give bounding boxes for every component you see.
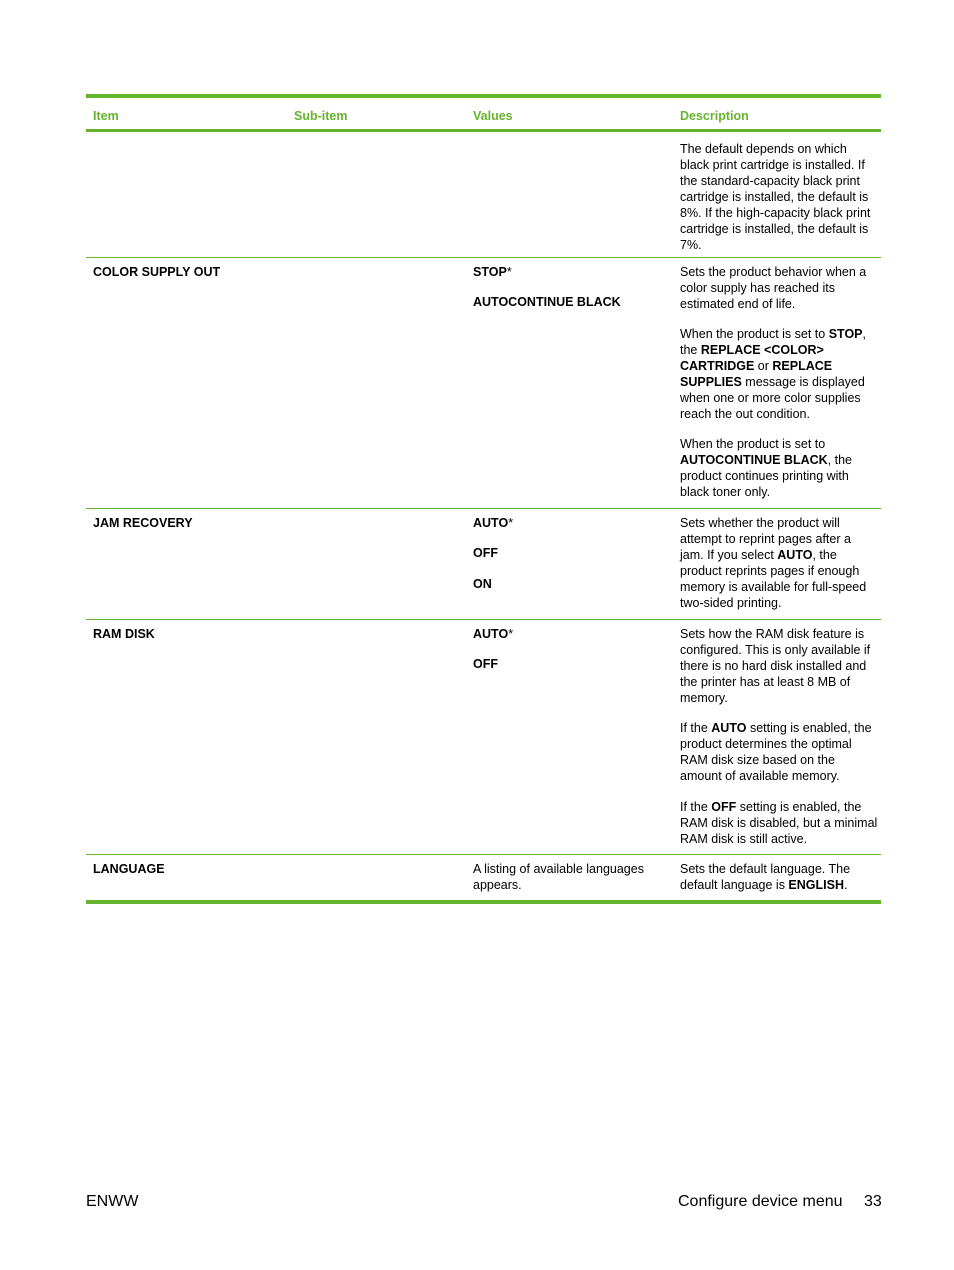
- description-paragraph: Sets whether the product will attempt to reprint pages after a jam. If you select AUTO, the product reprints pages if enough memory is available for full-speed two-sided printing.: [680, 516, 867, 610]
- header-item: Item: [93, 109, 119, 123]
- table-header: [86, 98, 881, 129]
- description-paragraph: When the product is set to STOP, the REPLACE <COLOR> CARTRIDGE or REPLACE SUPPLIES message is displayed when one or more color supplies reach the out condition.: [680, 327, 866, 421]
- header-description: Description: [680, 109, 749, 123]
- header-values: Values: [473, 109, 513, 123]
- table-row-color-supply-out: [86, 258, 881, 509]
- description-paragraph: Sets the default language. The default language is ENGLISH.: [680, 862, 851, 892]
- description-paragraph: When the product is set to AUTOCONTINUE BLACK, the product continues printing with black toner only.: [680, 437, 853, 499]
- values-cell: A listing of available languages appears.: [473, 862, 644, 892]
- description-cell: [680, 515, 878, 611]
- values-cell: [473, 515, 658, 592]
- footer-left-label: ENWW: [86, 1193, 139, 1210]
- description-cell: [680, 861, 878, 893]
- value-option: AUTO*: [473, 627, 514, 641]
- description-paragraph: Sets how the RAM disk feature is configured. This is only available if there is no hard disk installed and the printer has at least 8 MB of memory.: [680, 627, 871, 705]
- description-cell: The default depends on which black print cartridge is installed. If the standard-capacity black print cartridge is installed, the default is 8%. If the high-capacity black print cartridge is installed, the default is 7%.: [680, 142, 871, 252]
- item-cell: COLOR SUPPLY OUT: [93, 265, 221, 279]
- settings-table: [86, 94, 881, 904]
- value-option: AUTO*: [473, 516, 514, 530]
- table-row-jam-recovery: [86, 509, 881, 620]
- footer-section-title: Configure device menu: [678, 1193, 843, 1210]
- item-cell: LANGUAGE: [93, 862, 165, 876]
- header-subitem: Sub-item: [294, 109, 348, 123]
- table-bottom-rule: [86, 900, 881, 904]
- values-cell: [473, 626, 658, 672]
- description-paragraph: If the AUTO setting is enabled, the product determines the optimal RAM disk size based on the amount of available memory.: [680, 721, 872, 783]
- description-paragraph: Sets the product behavior when a color supply has reached its estimated end of life.: [680, 265, 867, 311]
- table-row-continuation: [86, 132, 881, 258]
- item-cell: RAM DISK: [93, 627, 155, 641]
- values-cell: [473, 264, 658, 310]
- value-option: ON: [473, 577, 492, 591]
- value-option: OFF: [473, 546, 498, 560]
- value-option: AUTOCONTINUE BLACK: [473, 295, 621, 309]
- description-cell: [680, 626, 878, 847]
- value-option: STOP*: [473, 265, 512, 279]
- table-row-ram-disk: [86, 620, 881, 855]
- value-option: OFF: [473, 657, 498, 671]
- table-row-language: [86, 855, 881, 900]
- item-cell: JAM RECOVERY: [93, 516, 193, 530]
- description-paragraph: If the OFF setting is enabled, the RAM disk is disabled, but a minimal RAM disk is still active.: [680, 800, 878, 846]
- page-number: 33: [864, 1193, 882, 1210]
- description-cell: [680, 264, 878, 500]
